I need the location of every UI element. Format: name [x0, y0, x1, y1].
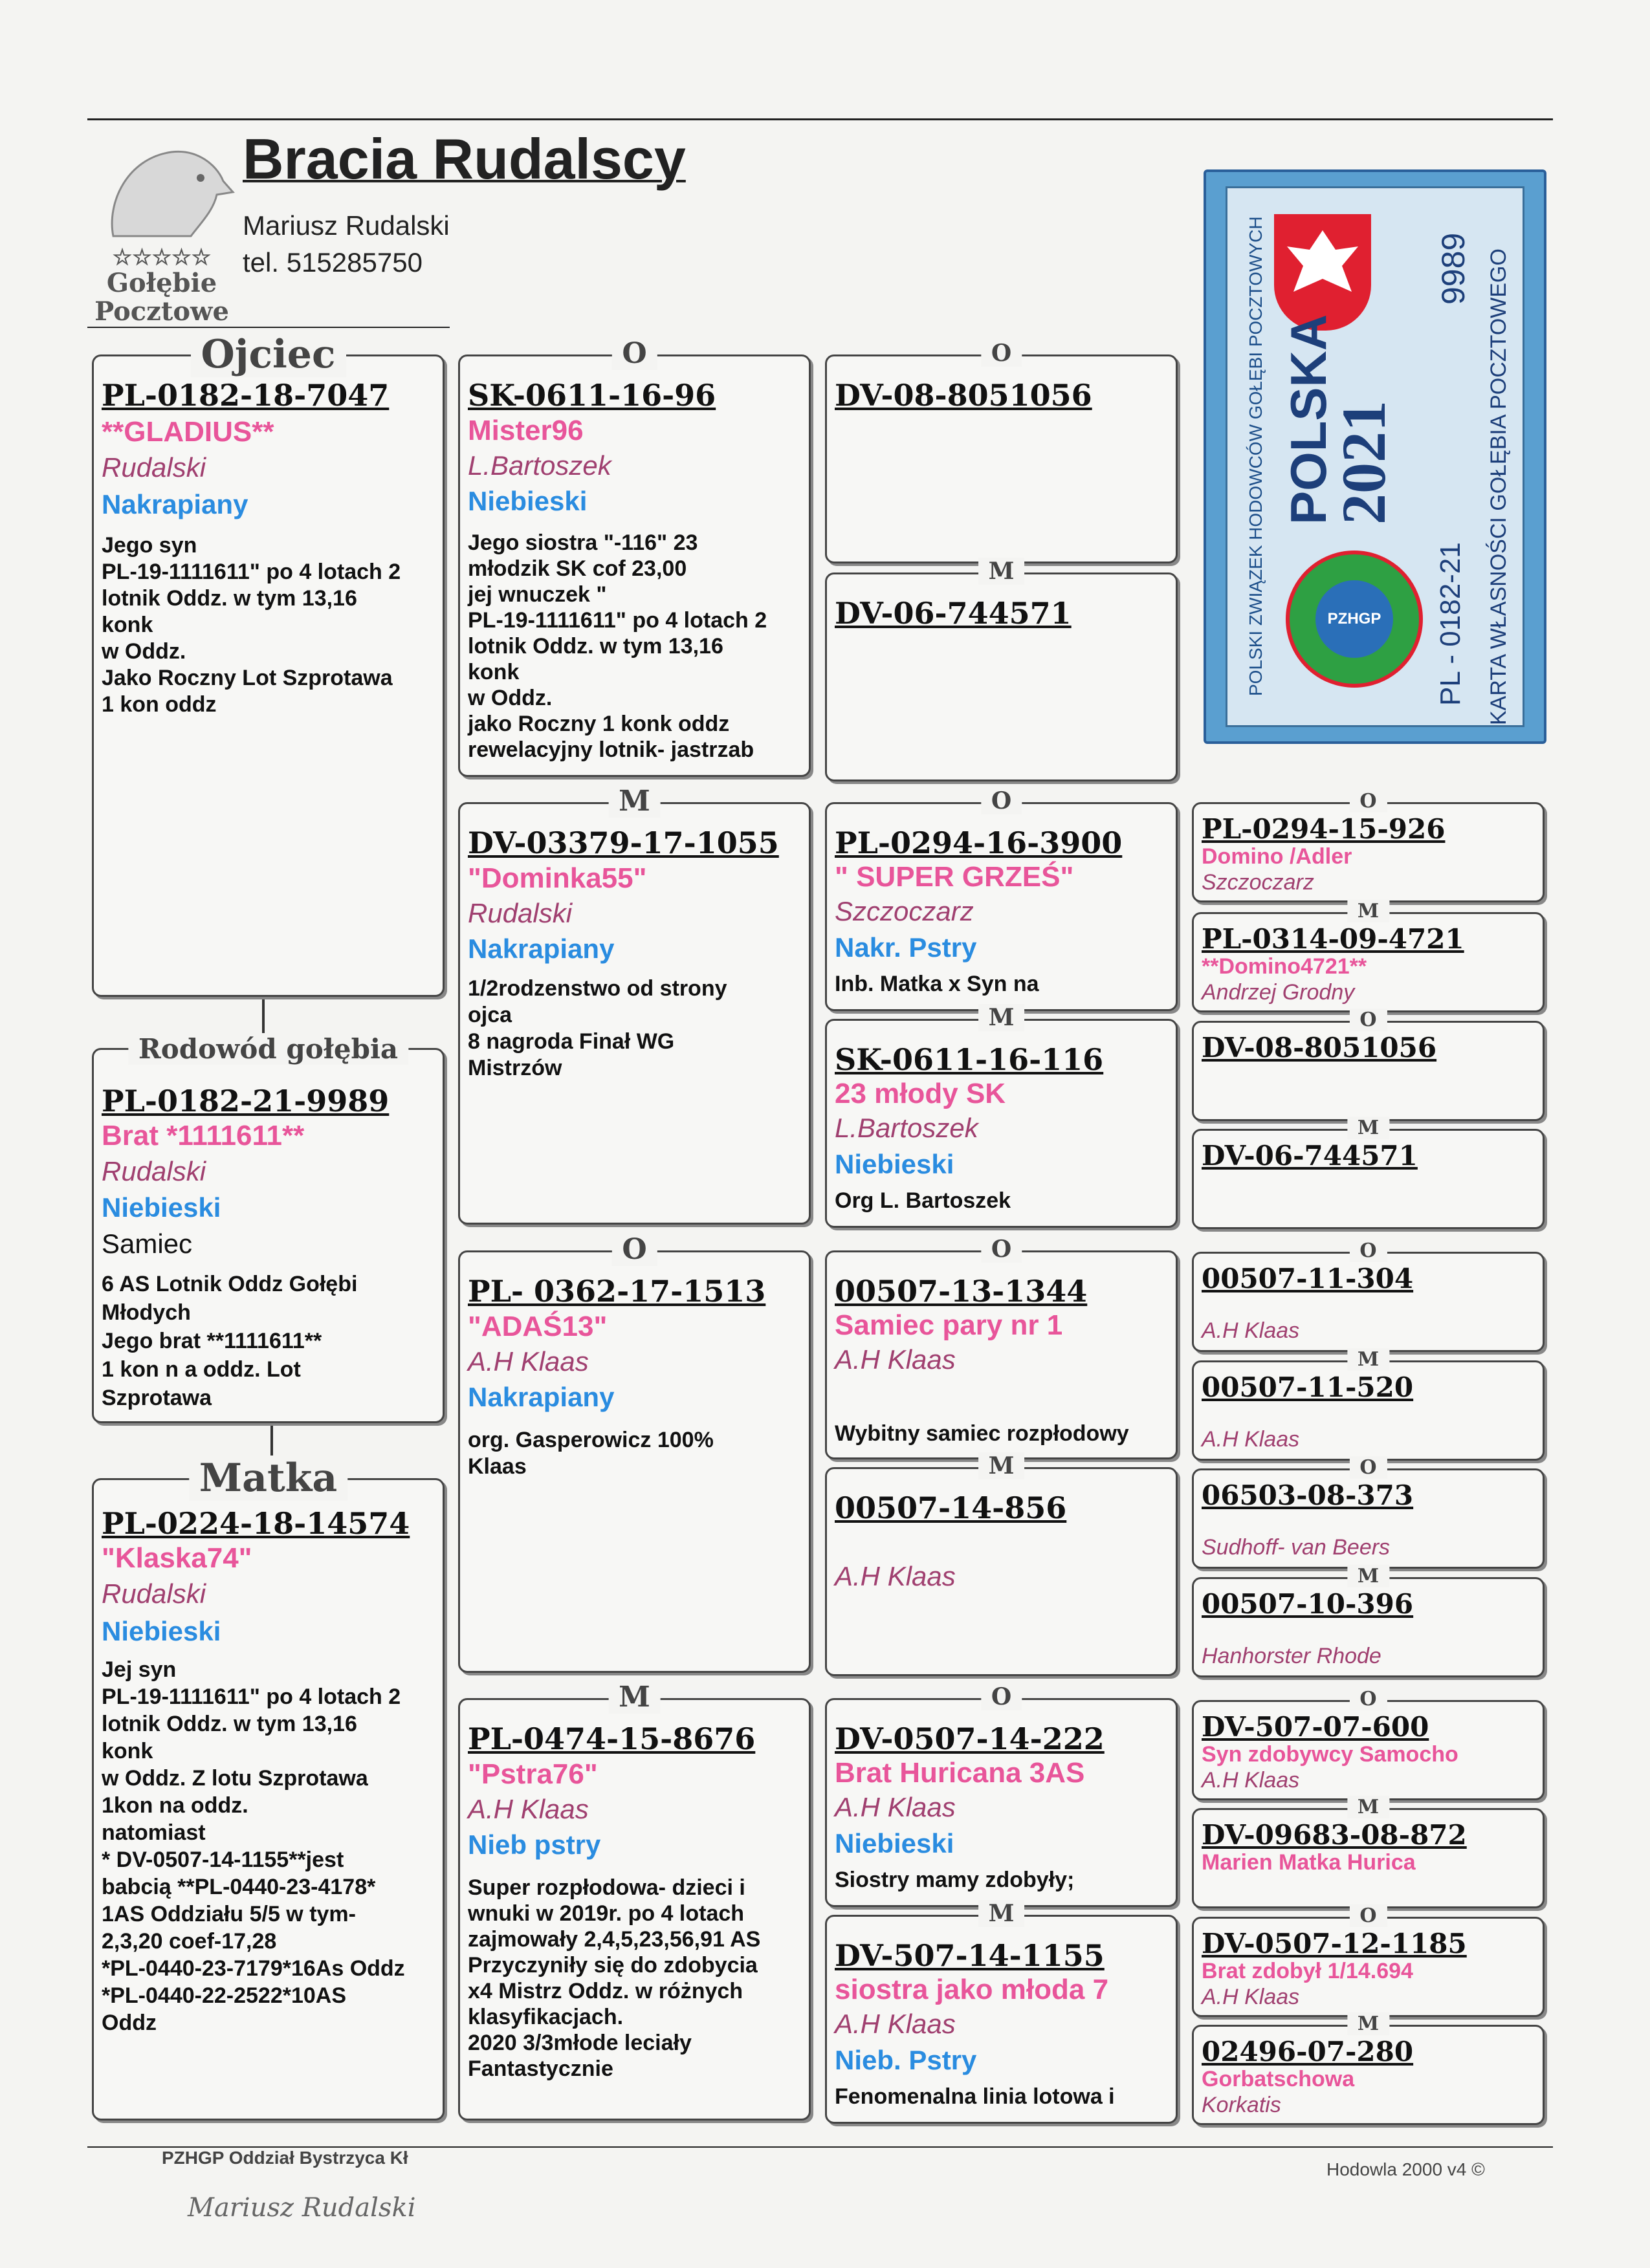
breeder: Korkatis	[1202, 2093, 1281, 2117]
ring-number: 02496-07-280	[1202, 2036, 1414, 2067]
breeder: A.H Klaas	[835, 1344, 956, 1375]
pigeon-name: Brat zdobył 1/14.694	[1202, 1959, 1413, 1983]
feather-color: Nakrapiany	[468, 1382, 615, 1412]
feather-color: Niebieski	[835, 1828, 954, 1859]
sex-label-m: M	[1347, 900, 1389, 922]
feather-color: Niebieski	[468, 486, 588, 516]
gen4-box-9[interactable]	[1192, 1688, 1545, 1800]
breeder: A.H Klaas	[835, 2009, 956, 2039]
feather-color: Nakrapiany	[468, 933, 615, 964]
sex-label-m: M	[608, 785, 661, 818]
pigeon-name: Gorbatschowa	[1202, 2067, 1355, 2091]
pzhgp-logo-text: PZHGP	[1315, 580, 1393, 658]
breeder: A.H Klaas	[1202, 1427, 1300, 1452]
ring-number: PL-0224-18-14574	[102, 1506, 410, 1541]
gen4-box-7[interactable]	[1192, 1456, 1545, 1569]
pigeon-name: "Dominka55"	[468, 862, 647, 894]
pigeon-name: Brat Huricana 3AS	[835, 1757, 1085, 1789]
gen3-box-8[interactable]	[825, 1900, 1178, 2124]
description: org. Gasperowicz 100% Klaas	[468, 1428, 714, 1479]
gen4-box-11[interactable]	[1192, 1904, 1545, 2017]
ring-number: 00507-13-1344	[835, 1274, 1088, 1309]
pigeon-name: siostra jako młoda 7	[835, 1974, 1109, 2005]
gen3-box-7[interactable]	[825, 1683, 1178, 1907]
pigeon-name: Syn zdobywcy Samocho	[1202, 1742, 1458, 1767]
sex-label-o: O	[981, 1236, 1022, 1263]
sex-label-o: O	[1349, 1239, 1387, 1262]
header-rule	[87, 327, 450, 328]
sex-label-m: M	[978, 558, 1025, 585]
description: Jego siostra "-116" 23 młodzik SK cof 23,00 jej wnuczek " PL-19-1111611" po 4 lotach 2 lotnik Oddz. w tym 13,16 konk w Oddz. jako Roczny 1 konk oddz rewelacyjny lotnik- jastrzab	[468, 530, 767, 762]
sex-label-o: O	[1349, 1456, 1387, 1479]
breeder: A.H Klaas	[1202, 1768, 1300, 1793]
ring-number: DV-507-07-600	[1202, 1711, 1429, 1743]
logo-line2: Pocztowe	[94, 296, 229, 327]
gen3-box-4[interactable]	[825, 1004, 1178, 1228]
breeder: Szczoczarz	[1202, 870, 1314, 895]
ring-number: 00507-11-304	[1202, 1263, 1414, 1294]
ring-number: SK-0611-16-96	[468, 378, 716, 413]
ring-number: PL-0182-18-7047	[102, 378, 390, 413]
feather-color: Niebieski	[835, 1149, 954, 1179]
owner-phone: tel. 515285750	[243, 247, 423, 278]
ring-number: DV-507-14-1155	[835, 1938, 1105, 1973]
breeder: Rudalski	[102, 1156, 206, 1186]
sex-label-m: M	[608, 1681, 661, 1714]
description: Super rozpłodowa- dzieci i wnuki w 2019r. po 4 lotach zajmowały 2,4,5,23,56,91 AS Przyczyniły się do zdobycia x4 Mistrz Oddz. w różnych klasyfikacjach. 2020 3/3młode leciały Fantastycznie	[468, 1875, 761, 2081]
ring-number: 00507-14-856	[835, 1490, 1067, 1525]
breeder: A.H Klaas	[835, 1792, 956, 1822]
ring-number: DV-06-744571	[1202, 1140, 1418, 1172]
ring-number: PL-0474-15-8676	[468, 1721, 756, 1756]
gen4-box-5[interactable]	[1192, 1239, 1545, 1352]
gen3-box-5[interactable]	[825, 1236, 1178, 1459]
pigeon-name: **Domino4721**	[1202, 954, 1367, 979]
sex-label-o: O	[981, 787, 1022, 814]
sex-label-m: M	[978, 1004, 1025, 1031]
sex-label-o: O	[1349, 1009, 1387, 1031]
logo-stars: ☆☆☆☆☆	[112, 245, 212, 270]
sex-label-o: O	[1349, 790, 1387, 812]
breeder: A.H Klaas	[835, 1561, 956, 1591]
sex-label-m: M	[978, 1452, 1025, 1479]
breeder: Sudhoff- van Beers	[1202, 1535, 1391, 1560]
sex-label-o: O	[1349, 1688, 1387, 1710]
card-org: POLSKI ZWIĄZEK HODOWCÓW GOŁĘBI POCZTOWYCH	[1246, 216, 1266, 696]
sex-label-m: M	[978, 1900, 1025, 1927]
sex-label-o: O	[1349, 1904, 1387, 1927]
gen3-box-2[interactable]	[825, 558, 1178, 781]
ownership-card	[1204, 169, 1546, 744]
mother-label: Matka	[189, 1456, 347, 1501]
card-year: 2021	[1329, 400, 1398, 525]
card-title: KARTA WŁASNOŚCI GOŁĘBIA POCZTOWEGO	[1486, 248, 1511, 725]
father-label: Ojciec	[190, 332, 346, 377]
feather-color: Niebieski	[102, 1616, 221, 1646]
gen3-box-6[interactable]	[825, 1452, 1178, 1676]
ring-number: 00507-10-396	[1202, 1588, 1414, 1620]
gen4-box-4[interactable]	[1192, 1117, 1545, 1229]
ring-number: PL-0182-21-9989	[102, 1084, 390, 1118]
subject-box[interactable]	[92, 1033, 445, 1423]
breeder: A.H Klaas	[468, 1794, 589, 1824]
description: Jego syn PL-19-1111611" po 4 lotach 2 lotnik Oddz. w tym 13,16 konk w Oddz. Jako Roczny Lot Szprotawa 1 kon oddz	[102, 533, 401, 717]
ring-number: 00507-11-520	[1202, 1371, 1414, 1403]
pigeon-name: 23 młody SK	[835, 1078, 1006, 1109]
breeder: Szczoczarz	[835, 896, 974, 926]
card-number: 9989	[1435, 232, 1471, 305]
gen4-box-3[interactable]	[1192, 1009, 1545, 1121]
pigeon-sex: Samiec	[102, 1228, 193, 1259]
feather-color: Nakr. Pstry	[835, 932, 977, 963]
description: Inb. Matka x Syn na	[835, 972, 1039, 996]
signature: Mariusz Rudalski	[188, 2193, 416, 2223]
breeder: A.H Klaas	[1202, 1318, 1300, 1343]
ring-number: PL-0314-09-4721	[1202, 923, 1464, 955]
sex-label-o: O	[611, 1233, 657, 1266]
pedigree-label: Rodowód gołębia	[128, 1033, 408, 1065]
breeder: Andrzej Grodny	[1202, 980, 1355, 1005]
gen4-box-8[interactable]	[1192, 1565, 1545, 1677]
footer-right: Hodowla 2000 v4 ©	[1326, 2159, 1485, 2179]
description: Org L. Bartoszek	[835, 1188, 1011, 1213]
description: 6 AS Lotnik Oddz Gołębi Młodych Jego brat **1111611** 1 kon n a oddz. Lot Szprotawa	[102, 1272, 358, 1410]
ring-number: DV-0507-14-222	[835, 1721, 1105, 1756]
ring-number: DV-0507-12-1185	[1202, 1928, 1467, 1959]
pigeon-head-icon	[87, 133, 236, 243]
sex-label-m: M	[1347, 1565, 1389, 1587]
logo	[87, 133, 236, 327]
ring-number: DV-08-8051056	[1202, 1032, 1437, 1063]
ring-number: SK-0611-16-116	[835, 1042, 1104, 1077]
sex-label-m: M	[1347, 2012, 1389, 2035]
top-rule	[87, 118, 1553, 120]
gen3-box-1[interactable]	[825, 340, 1178, 563]
pigeon-name: Samiec pary nr 1	[835, 1309, 1063, 1341]
granddam-maternal-box[interactable]	[458, 1681, 811, 2121]
breeder: Hanhorster Rhode	[1202, 1644, 1381, 1668]
sex-label-m: M	[1347, 1348, 1389, 1371]
gen3-box-3[interactable]	[825, 787, 1178, 1011]
page-title: Bracia Rudalscy	[243, 127, 686, 191]
breeder: A.H Klaas	[1202, 1985, 1300, 2009]
pigeon-name: Marien Matka Hurica	[1202, 1850, 1416, 1875]
breeder: Rudalski	[102, 1578, 206, 1609]
feather-color: Nieb pstry	[468, 1829, 601, 1860]
description: Fenomenalna linia lotowa i	[835, 2084, 1115, 2109]
ring-number: DV-08-8051056	[835, 378, 1092, 413]
breeder: Rudalski	[102, 452, 206, 483]
pigeon-name: " SUPER GRZEŚ"	[835, 861, 1074, 893]
description: Siostry mamy zdobyły;	[835, 1868, 1075, 1892]
feather-color: Niebieski	[102, 1192, 221, 1223]
description: Wybitny samiec rozpłodowy	[835, 1421, 1129, 1446]
pigeon-name: "Klaska74"	[102, 1542, 252, 1574]
mother-box[interactable]	[92, 1456, 445, 2121]
footer-left: PZHGP Oddział Bystrzyca Kł	[162, 2148, 408, 2168]
gen4-box-12[interactable]	[1192, 2012, 1545, 2125]
owner-name: Mariusz Rudalski	[243, 210, 450, 241]
pzhgp-logo-icon	[1286, 551, 1423, 688]
ring-number: DV-09683-08-872	[1202, 1819, 1467, 1851]
ring-number: PL-0294-15-926	[1202, 813, 1446, 845]
pigeon-name: Brat *1111611**	[102, 1120, 305, 1151]
breeder: A.H Klaas	[468, 1346, 589, 1377]
sex-label-o: O	[981, 340, 1022, 367]
pigeon-name: Domino /Adler	[1202, 844, 1352, 869]
ring-number: 06503-08-373	[1202, 1479, 1414, 1511]
sex-label-m: M	[1347, 1796, 1389, 1818]
feather-color: Nieb. Pstry	[835, 2045, 977, 2075]
ring-number: PL- 0362-17-1513	[468, 1274, 766, 1309]
grandsire-maternal-box[interactable]	[458, 1233, 811, 1673]
card-ring: PL - 0182-21	[1435, 542, 1466, 706]
sex-label-o: O	[611, 337, 657, 370]
ring-number: DV-03379-17-1055	[468, 825, 779, 860]
father-box[interactable]	[92, 332, 445, 997]
granddam-paternal-box[interactable]	[458, 785, 811, 1225]
eagle-emblem-icon	[1274, 214, 1371, 331]
description: 1/2rodzenstwo od strony ojca 8 nagroda Finał WG Mistrzów	[468, 976, 727, 1080]
pigeon-name: Mister96	[468, 415, 584, 446]
sex-label-o: O	[981, 1683, 1022, 1710]
gen4-box-6[interactable]	[1192, 1348, 1545, 1461]
pigeon-name: **GLADIUS**	[102, 416, 274, 448]
ring-number: DV-06-744571	[835, 596, 1072, 631]
card-country: POLSKA	[1280, 314, 1337, 525]
logo-line1: Gołębie	[106, 268, 217, 298]
pigeon-name: "ADAŚ13"	[468, 1311, 608, 1342]
grandsire-paternal-box[interactable]	[458, 337, 811, 777]
breeder: Rudalski	[468, 898, 573, 928]
gen4-box-1[interactable]	[1192, 790, 1545, 902]
feather-color: Nakrapiany	[102, 489, 248, 519]
sex-label-m: M	[1347, 1117, 1389, 1139]
pigeon-name: "Pstra76"	[468, 1758, 598, 1790]
description: Jej syn PL-19-1111611" po 4 lotach 2 lotnik Oddz. w tym 13,16 konk w Oddz. Z lotu Szprotawa 1kon na oddz. natomiast * DV-0507-14-1155**jest babcią **PL-0440-23-4178* 1AS Oddziału 5/5 w tym- 2,3,20 coef-17,28 *PL-0440-23-7179*16As Oddz *PL-0440-22-2522*10AS Oddz	[102, 1657, 405, 2035]
gen4-box-10[interactable]	[1192, 1796, 1545, 1908]
breeder: L.Bartoszek	[468, 450, 611, 481]
gen4-box-2[interactable]	[1192, 900, 1545, 1012]
breeder: L.Bartoszek	[835, 1113, 978, 1143]
ring-number: PL-0294-16-3900	[835, 825, 1123, 860]
